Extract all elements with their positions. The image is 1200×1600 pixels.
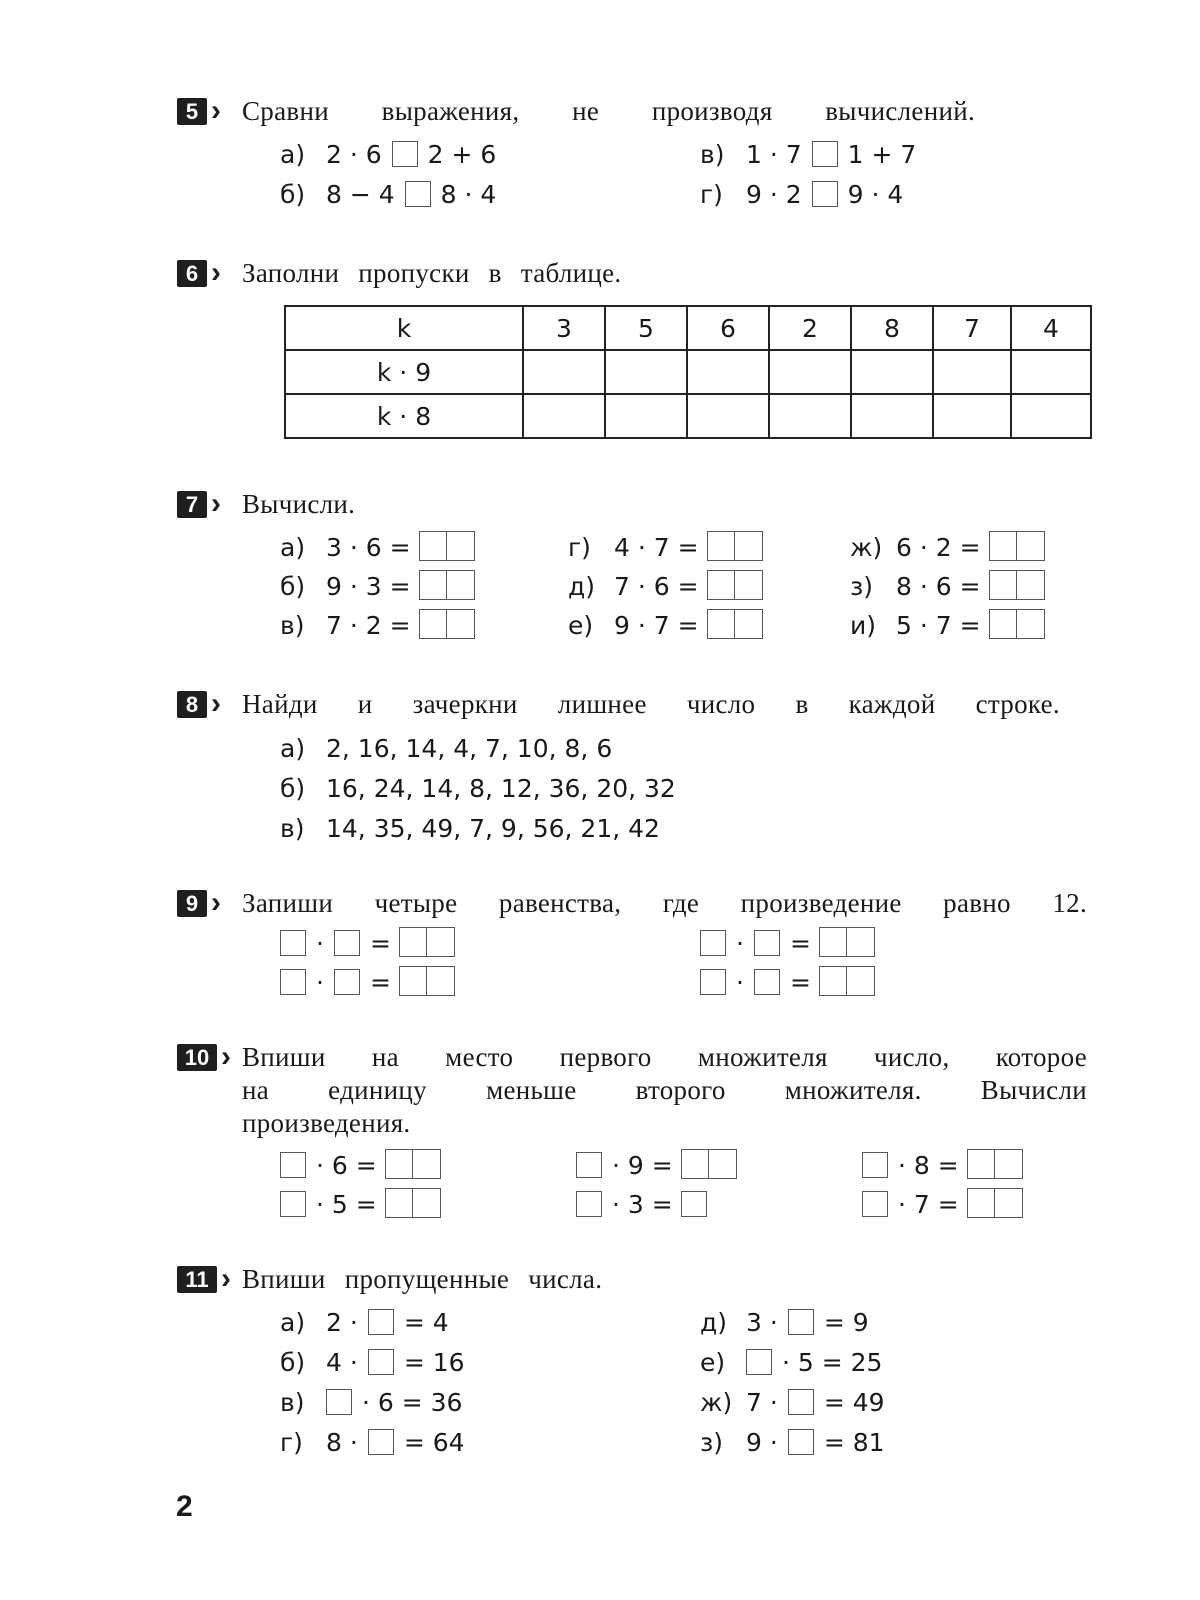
expr-a: 7 · — [746, 1388, 778, 1417]
table-row — [285, 350, 1091, 394]
multiplication-table — [284, 305, 1092, 439]
item-label: ж) — [700, 1388, 733, 1417]
task-6-badge: 6 › — [177, 260, 207, 287]
answer-cell[interactable] — [1011, 394, 1091, 438]
table-cell: 7 — [933, 306, 1011, 350]
task-8-badge: 8 › — [177, 691, 207, 718]
factor-box[interactable] — [280, 1191, 306, 1217]
expr-b: = 4 — [403, 1308, 449, 1337]
item-label: г) — [568, 533, 591, 562]
missing-number-box[interactable] — [368, 1349, 394, 1375]
item-label: а) — [280, 734, 306, 763]
answer-cell[interactable] — [1011, 350, 1091, 394]
item-label: а) — [280, 533, 306, 562]
expression: · 5 = — [316, 1190, 377, 1219]
task-7-badge: 7 › — [177, 491, 207, 518]
task-11-item — [280, 1306, 449, 1340]
item-label: е) — [700, 1348, 726, 1377]
factor-box[interactable] — [334, 930, 360, 956]
task-8-row — [280, 732, 612, 766]
expression: 8 · 6 = — [896, 572, 981, 601]
item-label: в) — [280, 814, 305, 843]
expression: · 7 = — [898, 1190, 959, 1219]
expr-b: = 16 — [403, 1348, 465, 1377]
answer-box[interactable] — [419, 609, 475, 639]
product-box[interactable] — [385, 1188, 441, 1218]
factor-box[interactable] — [280, 930, 306, 956]
factor-box[interactable] — [862, 1191, 888, 1217]
task-7-heading: Вычисли. — [242, 489, 356, 519]
answer-cell[interactable] — [851, 350, 933, 394]
task-10-heading-line1: Впиши на место первого множителя число, которое — [242, 1042, 1087, 1072]
equals: = — [369, 929, 391, 958]
table-cell: 4 — [1011, 306, 1091, 350]
task-11-heading: Впиши пропущенные числа. — [242, 1264, 603, 1294]
task-10-item — [566, 1188, 717, 1222]
answer-cell[interactable] — [687, 350, 769, 394]
answer-cell[interactable] — [933, 394, 1011, 438]
expression: 6 · 2 = — [896, 533, 981, 562]
item-label: в) — [700, 140, 725, 169]
expr-left: 1 · 7 — [746, 140, 802, 169]
task-9-equation — [270, 966, 455, 1000]
expr-b: = 81 — [823, 1428, 885, 1457]
number-list: 2, 16, 14, 4, 7, 10, 8, 6 — [326, 734, 613, 763]
expr-b: · 5 = 25 — [782, 1348, 883, 1377]
expression: 4 · 7 = — [614, 533, 699, 562]
answer-box[interactable] — [707, 531, 763, 561]
equals: = — [789, 968, 811, 997]
expression: · 3 = — [612, 1190, 673, 1219]
table-row — [285, 394, 1091, 438]
missing-number-box[interactable] — [788, 1389, 814, 1415]
expr-b: · 6 = 36 — [362, 1388, 463, 1417]
task-9-equation — [270, 927, 455, 961]
task-10-item — [852, 1149, 1023, 1183]
answer-box[interactable] — [812, 181, 838, 207]
task-8-heading: Найди и зачеркни лишнее число в каждой строке. — [242, 689, 1060, 719]
item-label: в) — [280, 611, 305, 640]
task-7-item — [568, 531, 763, 565]
task-8-row — [280, 812, 660, 846]
task-7-item — [568, 570, 763, 604]
item-label: а) — [280, 140, 306, 169]
task-5-heading: Сравни выражения, не производя вычислений. — [242, 96, 975, 126]
item-label: е) — [568, 611, 594, 640]
task-10-item — [566, 1149, 737, 1183]
product-box[interactable] — [967, 1188, 1023, 1218]
task-5-item-v — [700, 138, 916, 172]
expr-left: 8 − 4 — [326, 180, 395, 209]
table-cell: 6 — [687, 306, 769, 350]
number-list: 14, 35, 49, 7, 9, 56, 21, 42 — [326, 814, 660, 843]
factor-box[interactable] — [754, 969, 780, 995]
task-6-heading: Заполни пропуски в таблице. — [242, 258, 622, 288]
answer-box[interactable] — [419, 531, 475, 561]
answer-box[interactable] — [812, 141, 838, 167]
item-label: б) — [280, 1348, 306, 1377]
dot: · — [316, 968, 324, 997]
expr-right: 8 · 4 — [440, 180, 497, 209]
expr-b: = 49 — [823, 1388, 885, 1417]
item-label: г) — [280, 1428, 303, 1457]
missing-number-box[interactable] — [788, 1429, 814, 1455]
task-7-item — [568, 609, 763, 643]
expr-b: = 9 — [823, 1308, 869, 1337]
answer-box[interactable] — [707, 609, 763, 639]
expr-right: 1 + 7 — [847, 140, 917, 169]
task-7-item — [280, 570, 475, 604]
expr-left: 2 · 6 — [326, 140, 382, 169]
missing-number-box[interactable] — [326, 1389, 352, 1415]
task-7-item — [850, 570, 1045, 604]
product-box[interactable] — [399, 927, 455, 957]
task-11-item — [280, 1346, 465, 1380]
task-10-item — [852, 1188, 1023, 1222]
expression: · 8 = — [898, 1151, 959, 1180]
item-label: в) — [280, 1388, 305, 1417]
item-label: б) — [280, 180, 306, 209]
answer-cell[interactable] — [687, 394, 769, 438]
answer-cell[interactable] — [523, 350, 605, 394]
item-label: з) — [850, 572, 874, 601]
task-7-item — [280, 531, 475, 565]
task-9-equation — [690, 966, 875, 1000]
task-11-item — [700, 1306, 869, 1340]
task-10-badge: 10 › — [177, 1044, 217, 1071]
answer-cell[interactable] — [605, 350, 687, 394]
expression: 7 · 2 = — [326, 611, 411, 640]
product-box[interactable] — [681, 1149, 737, 1179]
product-box[interactable] — [819, 966, 875, 996]
table-cell: 2 — [769, 306, 851, 350]
dot: · — [316, 929, 324, 958]
task-11-badge: 11 › — [177, 1266, 217, 1293]
item-label: и) — [850, 611, 877, 640]
expr-a: 9 · — [746, 1428, 778, 1457]
task-7-item — [850, 531, 1045, 565]
task-10-heading-line3: произведения. — [242, 1108, 411, 1138]
table-cell: 5 — [605, 306, 687, 350]
expr-a: 3 · — [746, 1308, 778, 1337]
answer-box[interactable] — [989, 570, 1045, 600]
item-label: д) — [700, 1308, 728, 1337]
table-cell: 8 — [851, 306, 933, 350]
product-box[interactable] — [385, 1149, 441, 1179]
answer-cell[interactable] — [605, 394, 687, 438]
missing-number-box[interactable] — [746, 1349, 772, 1375]
task-5-badge: 5 › — [177, 98, 207, 125]
factor-box[interactable] — [754, 930, 780, 956]
product-box[interactable] — [819, 927, 875, 957]
expression: 5 · 7 = — [896, 611, 981, 640]
task-11-item — [700, 1386, 885, 1420]
task-5-item-a — [280, 138, 496, 172]
task-9-heading: Запиши четыре равенства, где произведение равно 12. — [242, 888, 1087, 918]
answer-box[interactable] — [419, 570, 475, 600]
answer-cell[interactable] — [851, 394, 933, 438]
item-label: ж) — [850, 533, 883, 562]
factor-box[interactable] — [280, 1152, 306, 1178]
item-label: з) — [700, 1428, 724, 1457]
number-list: 16, 24, 14, 8, 12, 36, 20, 32 — [326, 774, 676, 803]
factor-box[interactable] — [700, 969, 726, 995]
task-9-equation — [690, 927, 875, 961]
expr-right: 2 + 6 — [427, 140, 497, 169]
factor-box[interactable] — [334, 969, 360, 995]
expr-right: 9 · 4 — [847, 180, 904, 209]
expression: · 9 = — [612, 1151, 673, 1180]
answer-cell[interactable] — [523, 394, 605, 438]
item-label: б) — [280, 572, 306, 601]
row-label: k · 9 — [285, 350, 523, 394]
task-10-item — [270, 1188, 441, 1222]
product-box[interactable] — [399, 966, 455, 996]
answer-cell[interactable] — [769, 350, 851, 394]
missing-number-box[interactable] — [788, 1309, 814, 1335]
expression: · 6 = — [316, 1151, 377, 1180]
task-5-item-g — [700, 178, 903, 212]
answer-box[interactable] — [392, 141, 418, 167]
table-header-row — [285, 306, 1091, 350]
page-number: 2 — [176, 1490, 193, 1523]
item-label: а) — [280, 1308, 306, 1337]
item-label: д) — [568, 572, 596, 601]
item-label: б) — [280, 774, 306, 803]
answer-box[interactable] — [989, 531, 1045, 561]
factor-box[interactable] — [862, 1152, 888, 1178]
task-7-item — [850, 609, 1045, 643]
item-label: г) — [700, 180, 723, 209]
missing-number-box[interactable] — [368, 1309, 394, 1335]
expression: 9 · 7 = — [614, 611, 699, 640]
equals: = — [789, 929, 811, 958]
expression: 3 · 6 = — [326, 533, 411, 562]
task-11-item — [280, 1386, 462, 1420]
dot: · — [736, 929, 744, 958]
expr-a: 2 · — [326, 1308, 358, 1337]
equals: = — [369, 968, 391, 997]
expression: 9 · 3 = — [326, 572, 411, 601]
product-box[interactable] — [967, 1149, 1023, 1179]
expr-a: 4 · — [326, 1348, 358, 1377]
task-7-item — [280, 609, 475, 643]
dot: · — [736, 968, 744, 997]
expression: 7 · 6 = — [614, 572, 699, 601]
task-8-row — [280, 772, 676, 806]
expr-b: = 64 — [403, 1428, 465, 1457]
factor-box[interactable] — [576, 1152, 602, 1178]
task-11-item — [700, 1346, 882, 1380]
answer-box[interactable] — [405, 181, 431, 207]
table-cell: k — [285, 306, 523, 350]
expr-left: 9 · 2 — [746, 180, 802, 209]
task-10-item — [270, 1149, 441, 1183]
missing-number-box[interactable] — [368, 1429, 394, 1455]
expr-a: 8 · — [326, 1428, 358, 1457]
table-cell: 3 — [523, 306, 605, 350]
answer-box[interactable] — [989, 609, 1045, 639]
answer-cell[interactable] — [769, 394, 851, 438]
task-11-item — [700, 1426, 885, 1460]
answer-box[interactable] — [707, 570, 763, 600]
answer-cell[interactable] — [933, 350, 1011, 394]
factor-box[interactable] — [280, 969, 306, 995]
task-5-item-b — [280, 178, 496, 212]
task-11-item — [280, 1426, 465, 1460]
factor-box[interactable] — [576, 1191, 602, 1217]
product-box[interactable] — [681, 1191, 707, 1217]
factor-box[interactable] — [700, 930, 726, 956]
task-9-badge: 9 › — [177, 890, 207, 917]
row-label: k · 8 — [285, 394, 523, 438]
task-10-heading-line2: на единицу меньше второго множителя. Вычисли — [242, 1075, 1087, 1105]
